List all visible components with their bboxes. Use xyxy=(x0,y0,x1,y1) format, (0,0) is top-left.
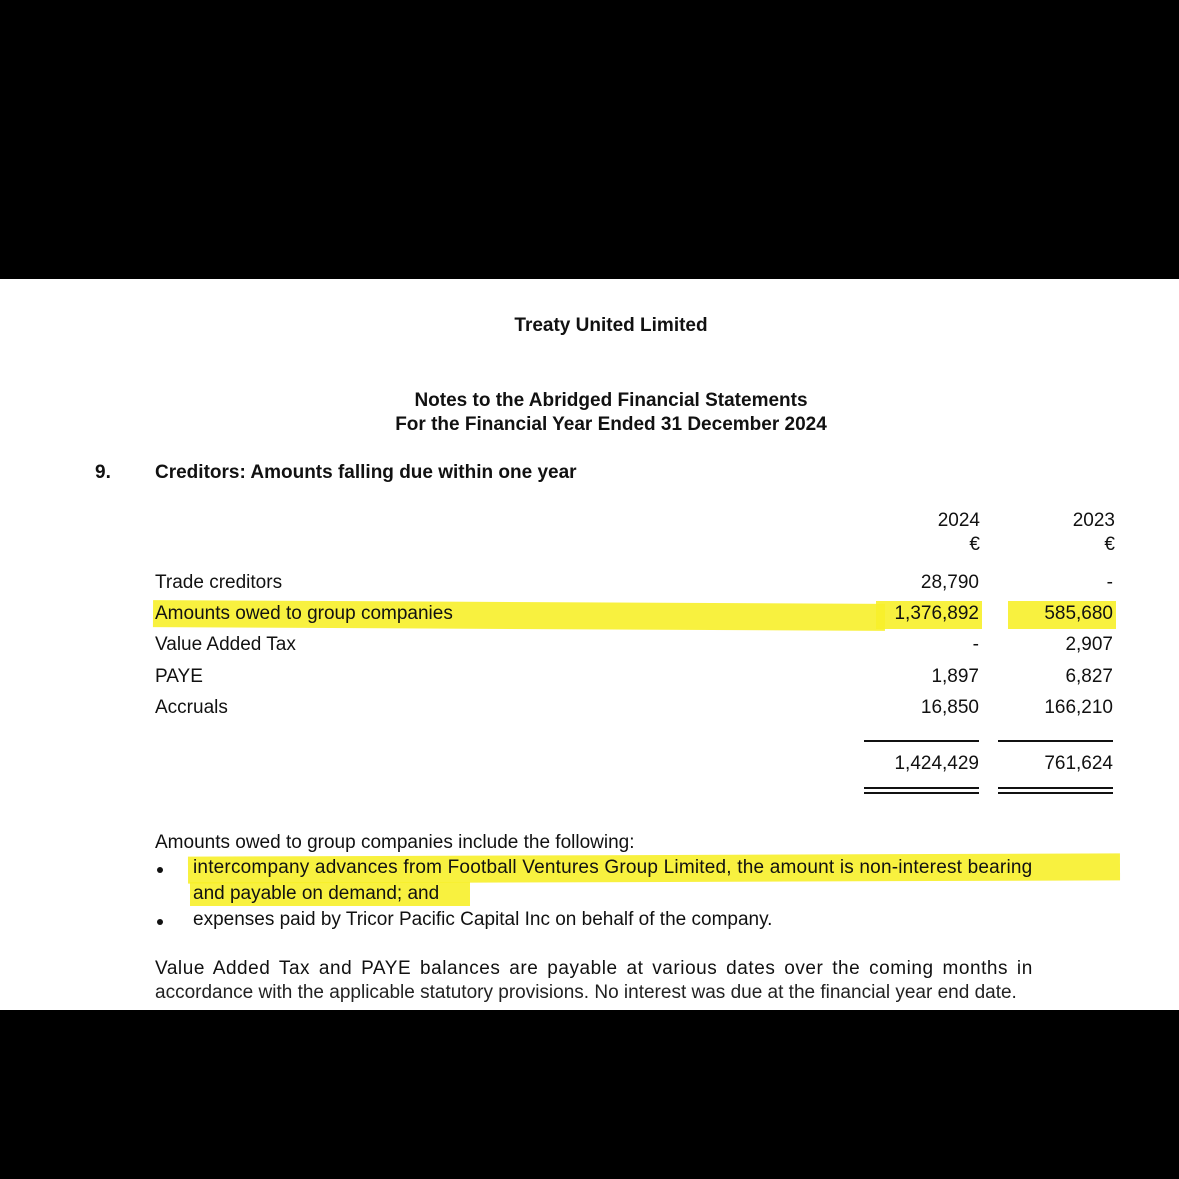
company-name: Treaty United Limited xyxy=(514,315,708,336)
row-value-2024: 1,897 xyxy=(931,666,979,687)
document-page xyxy=(0,279,1179,1010)
row-value-2023: 2,907 xyxy=(1065,634,1113,655)
statement-title: Notes to the Abridged Financial Statements xyxy=(414,390,808,411)
total-2023: 761,624 xyxy=(1044,753,1113,774)
subtotal-rule-2023 xyxy=(998,740,1113,742)
note-title: Creditors: Amounts falling due within one year xyxy=(155,462,577,483)
column-currency-2023: € xyxy=(1104,534,1115,555)
total-double-rule-2023-bottom xyxy=(998,792,1113,794)
total-double-rule-2024-bottom xyxy=(864,792,979,794)
row-label-group-companies: Amounts owed to group companies xyxy=(155,603,453,624)
total-double-rule-2024-top xyxy=(864,787,979,789)
vat-paye-paragraph-line2: accordance with the applicable statutory provisions. No interest was due at the financial year end date. xyxy=(155,982,1017,1003)
bullet-text-2: expenses paid by Tricor Pacific Capital Inc on behalf of the company. xyxy=(193,909,773,930)
column-currency-2024: € xyxy=(969,534,980,555)
bullet-text-line1 xyxy=(193,857,1121,879)
vat-paye-paragraph-line1: Value Added Tax and PAYE balances are payable at various dates over the coming months in xyxy=(155,958,1033,979)
row-value-2023: - xyxy=(1106,572,1113,593)
row-value-2024: - xyxy=(972,634,979,655)
row-label-trade-creditors: Trade creditors xyxy=(155,572,283,593)
row-value-2024: 16,850 xyxy=(920,697,979,718)
row-value-2023: 585,680 xyxy=(1044,603,1113,624)
bullet-line-text: intercompany advances from Football Ventures Group Limited, the amount is non-interest bearing xyxy=(193,857,1033,878)
row-value-2024: 28,790 xyxy=(920,572,979,593)
subtotal-rule-2024 xyxy=(864,740,979,742)
total-double-rule-2023-top xyxy=(998,787,1113,789)
column-year-2023: 2023 xyxy=(1072,510,1115,531)
row-value-2023: 166,210 xyxy=(1044,697,1113,718)
row-label-accruals: Accruals xyxy=(155,697,228,718)
total-2024: 1,424,429 xyxy=(894,753,979,774)
bullet-text-line2: and payable on demand; and xyxy=(193,883,440,904)
column-year-2024: 2024 xyxy=(937,510,980,531)
bullet-dot xyxy=(157,867,163,873)
note-number: 9. xyxy=(95,462,111,483)
group-companies-intro: Amounts owed to group companies include the following: xyxy=(155,832,635,853)
row-value-2023: 6,827 xyxy=(1065,666,1113,687)
row-label-paye: PAYE xyxy=(155,666,203,687)
bullet-dot xyxy=(157,919,163,925)
statement-period: For the Financial Year Ended 31 December 2024 xyxy=(395,414,827,435)
row-label-vat: Value Added Tax xyxy=(155,634,296,655)
row-value-2024: 1,376,892 xyxy=(894,603,979,624)
